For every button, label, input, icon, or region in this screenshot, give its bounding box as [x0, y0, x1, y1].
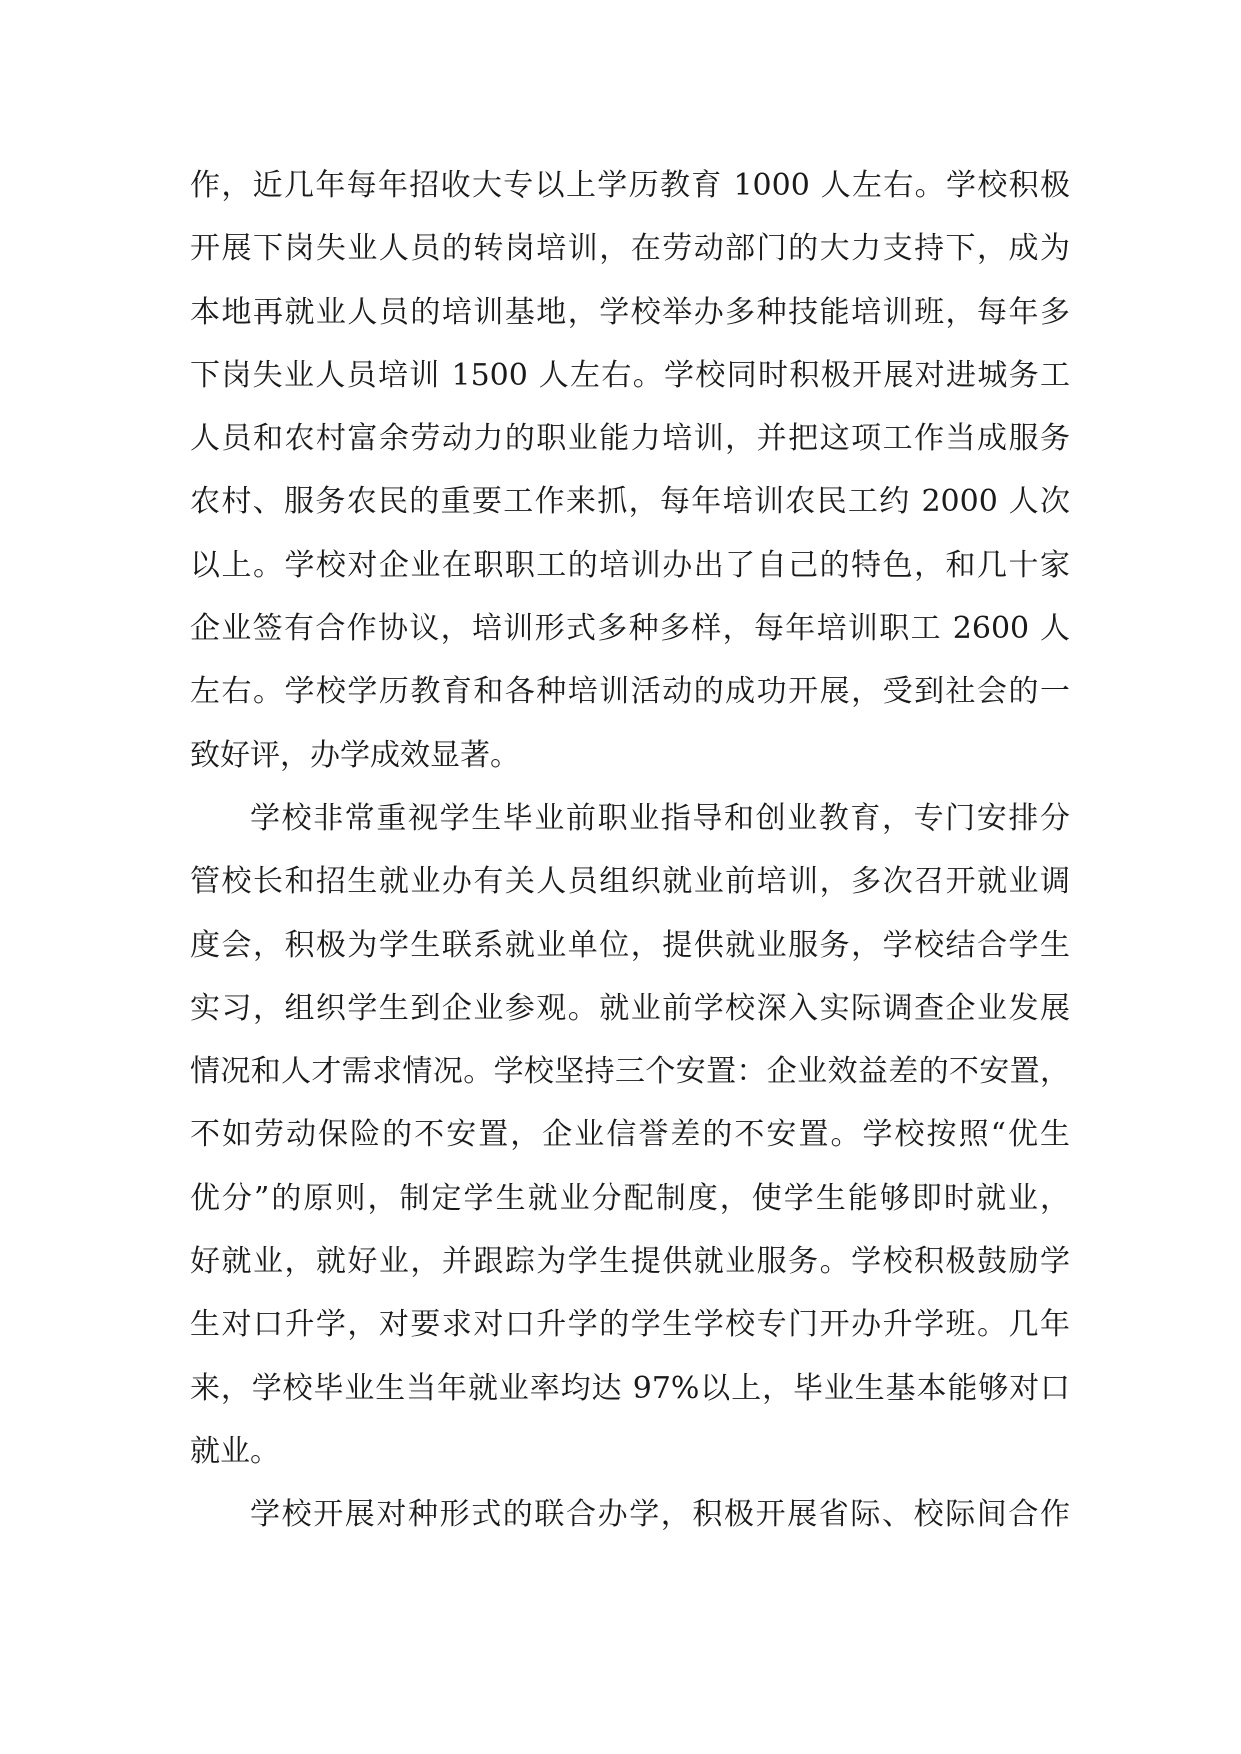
text-line: 学校开展对种形式的联合办学，积极开展省际、校际间合作: [250, 1497, 1070, 1533]
text-line: 学校非常重视学生毕业前职业指导和创业教育，专门安排分: [250, 800, 1070, 836]
text-line: 左右。学校学历教育和各种培训活动的成功开展，受到社会的一: [190, 674, 1070, 710]
text-line: 生对口升学，对要求对口升学的学生学校专门开办升学班。几年: [190, 1307, 1070, 1343]
text-line: 管校长和招生就业办有关人员组织就业前培训，多次召开就业调: [190, 864, 1070, 900]
text-line: 开展下岗失业人员的转岗培训，在劳动部门的大力支持下，成为: [190, 231, 1070, 267]
text-line: 下岗失业人员培训 1500 人左右。学校同时积极开展对进城务工: [190, 357, 1070, 393]
text-line: 来，学校毕业生当年就业率均达 97%以上，毕业生基本能够对口: [190, 1370, 1070, 1406]
text-line: 以上。学校对企业在职职工的培训办出了自己的特色，和几十家: [190, 547, 1070, 583]
text-line: 不如劳动保险的不安置，企业信誉差的不安置。学校按照“优生: [190, 1117, 1070, 1153]
body-text: [190, 154, 1070, 1547]
text-line: 度会，积极为学生联系就业单位，提供就业服务，学校结合学生: [190, 927, 1070, 963]
text-line: 情况和人才需求情况。学校坚持三个安置：企业效益差的不安置，: [190, 1054, 1070, 1090]
text-line: 致好评，办学成效显著。: [190, 737, 520, 773]
text-line: 农村、服务农民的重要工作来抓，每年培训农民工约 2000 人次: [190, 484, 1070, 520]
text-line: 优分”的原则，制定学生就业分配制度，使学生能够即时就业，: [190, 1180, 1070, 1216]
text-line: 人员和农村富余劳动力的职业能力培训，并把这项工作当成服务: [190, 421, 1070, 457]
text-line: 本地再就业人员的培训基地，学校举办多种技能培训班，每年多: [190, 294, 1070, 330]
text-line: 好就业，就好业，并跟踪为学生提供就业服务。学校积极鼓励学: [190, 1244, 1070, 1280]
text-line: 就业。: [190, 1433, 280, 1469]
text-line: 作，近几年每年招收大专以上学历教育 1000 人左右。学校积极: [190, 168, 1070, 203]
text-line: 实习，组织学生到企业参观。就业前学校深入实际调查企业发展: [190, 990, 1070, 1026]
text-line: 企业签有合作协议，培训形式多种多样，每年培训职工 2600 人: [190, 611, 1070, 647]
